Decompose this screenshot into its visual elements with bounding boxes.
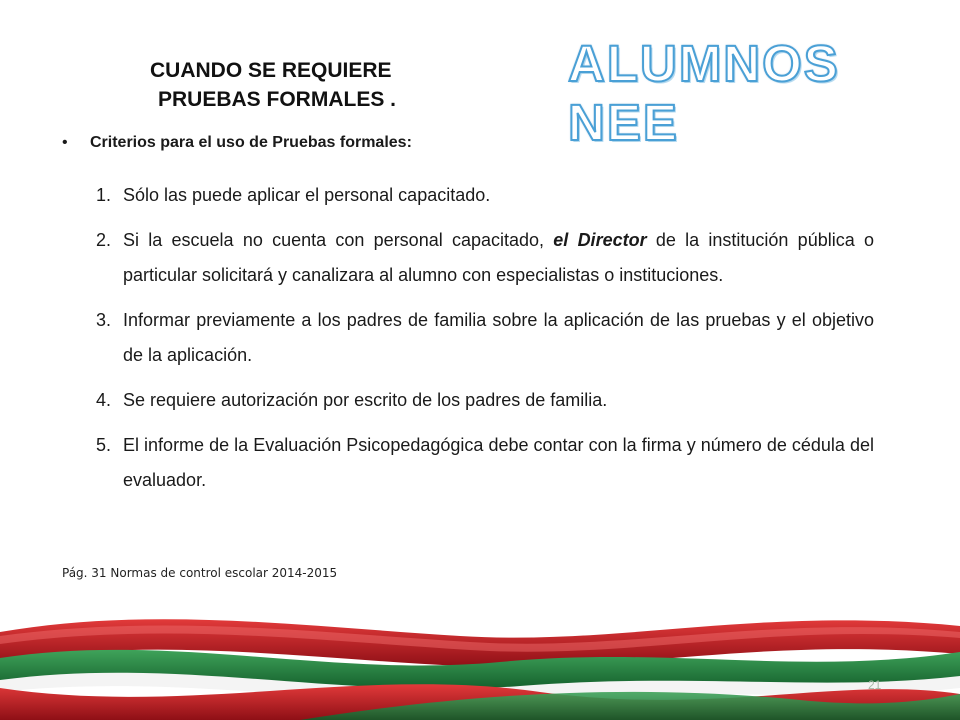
item-number: 3. (96, 310, 112, 330)
item-number: 2. (96, 230, 112, 250)
slide-heading (150, 56, 396, 114)
item-text: Sólo las puede aplicar el personal capacitado. (123, 185, 491, 205)
item-text: Informar previamente a los padres de familia sobre la aplicación de las pruebas y el objetivo de la aplicación. (123, 310, 874, 365)
intro-bullet-text: Criterios para el uso de Pruebas formales: (90, 134, 412, 151)
criteria-list (96, 178, 874, 508)
item-number: 4. (96, 390, 112, 410)
bullet-marker: • (62, 134, 68, 151)
criteria-item (96, 383, 874, 418)
criteria-item (96, 428, 874, 498)
heading-line-1: CUANDO SE REQUIERE (150, 59, 392, 82)
item-number: 1. (96, 185, 112, 205)
item-number: 5. (96, 435, 112, 455)
item-emphasis: el Director (553, 230, 647, 250)
heading-line-2: PRUEBAS FORMALES . (158, 88, 397, 111)
criteria-item (96, 178, 874, 213)
criteria-item (96, 303, 874, 373)
item-text: El informe de la Evaluación Psicopedagógica debe contar con la firma y número de cédula del evaluador. (123, 435, 874, 490)
banner-title: ALUMNOS NEE (568, 35, 840, 151)
item-text-continued: de la institución pública o particular solicitará y canalizara al alumno con especialistas o instituciones. (123, 230, 874, 285)
criteria-item (96, 223, 874, 293)
item-text: Se requiere autorización por escrito de los padres de familia. (123, 390, 608, 410)
source-note: Pág. 31 Normas de control escolar 2014-2015 (62, 566, 338, 580)
decorative-ribbons (0, 596, 960, 720)
page-number: 21 (868, 678, 882, 692)
item-text: Si la escuela no cuenta con personal capacitado, (123, 230, 554, 250)
intro-bullet (62, 134, 412, 152)
